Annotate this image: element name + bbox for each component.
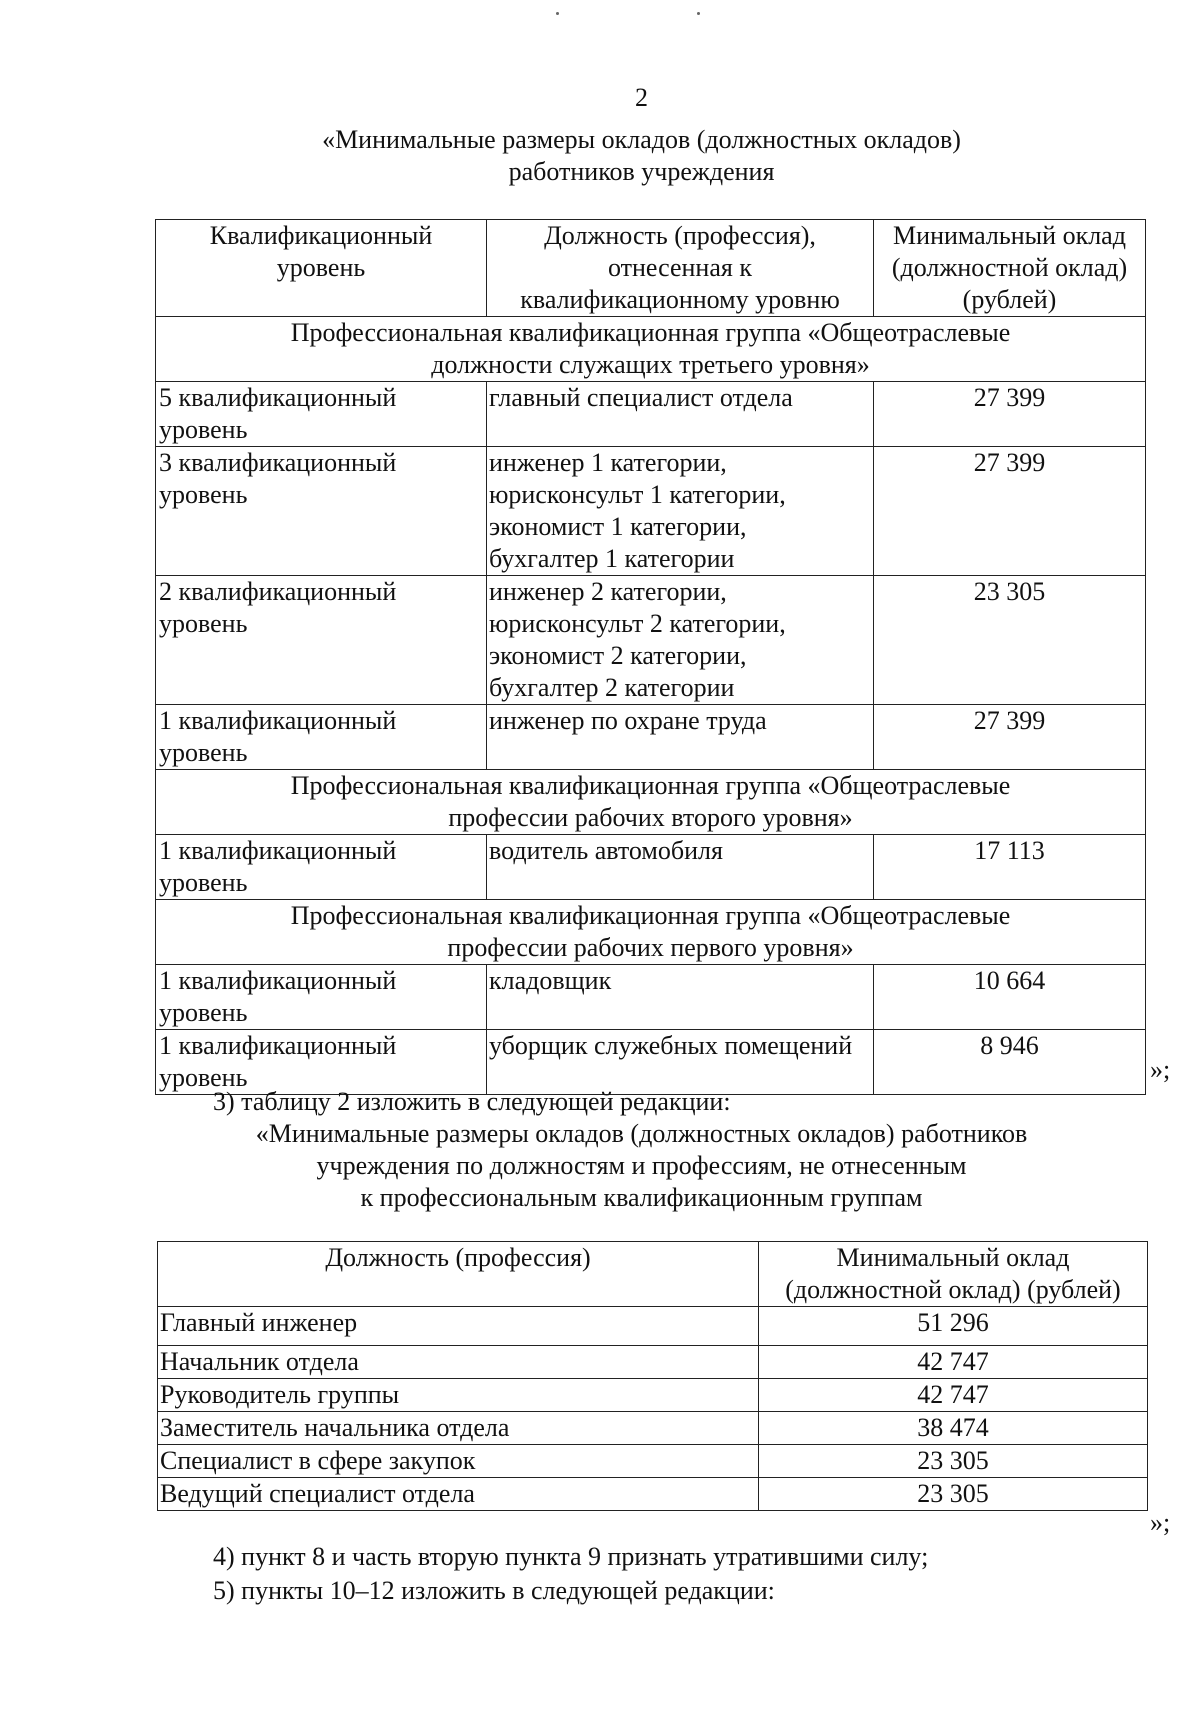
- salary-cell: 23 305: [759, 1478, 1148, 1511]
- salary-table-qualification-groups: [155, 219, 1146, 1095]
- position-cell: Ведущий специалист отдела: [158, 1478, 759, 1511]
- level-cell: 1 квалификационный уровень: [156, 705, 487, 770]
- item-5-text: 5) пункты 10–12 изложить в следующей редакции:: [213, 1576, 775, 1605]
- group-title-row: [156, 900, 1146, 965]
- position-cell: главный специалист отдела: [487, 382, 874, 447]
- item-3-text: 3) таблицу 2 изложить в следующей редакции:: [213, 1087, 731, 1116]
- group-title-row: [156, 770, 1146, 835]
- table-row: [158, 1478, 1148, 1511]
- table-row: [158, 1412, 1148, 1445]
- group-title: Профессиональная квалификационная группа «Общеотраслевые должности служащих третьего уровня»: [156, 317, 1146, 382]
- column-header-salary: Минимальный оклад (должностной оклад) (рублей): [874, 220, 1146, 317]
- group-title: Профессиональная квалификационная группа «Общеотраслевые профессии рабочих первого уровня»: [156, 900, 1146, 965]
- column-header-position: Должность (профессия): [158, 1242, 759, 1307]
- position-cell: Руководитель группы: [158, 1379, 759, 1412]
- table-row: [158, 1445, 1148, 1478]
- level-cell: 2 квалификационный уровень: [156, 576, 487, 705]
- salary-cell: 42 747: [759, 1346, 1148, 1379]
- table-row: [156, 447, 1146, 576]
- level-cell: 1 квалификационный уровень: [156, 965, 487, 1030]
- table1-title: [0, 124, 1200, 188]
- position-cell: инженер 2 категории, юрисконсульт 2 категории, экономист 2 категории, бухгалтер 2 категории: [487, 576, 874, 705]
- table1-closing-quote: »;: [1150, 1055, 1171, 1084]
- table1-title-line: работников учреждения: [508, 157, 775, 186]
- table-row: [156, 382, 1146, 447]
- column-header-position: Должность (профессия), отнесенная к квалификационному уровню: [487, 220, 874, 317]
- salary-cell: 23 305: [759, 1445, 1148, 1478]
- scan-dot: [697, 12, 700, 15]
- level-cell: 3 квалификационный уровень: [156, 447, 487, 576]
- level-cell: 1 квалификационный уровень: [156, 835, 487, 900]
- position-cell: инженер по охране труда: [487, 705, 874, 770]
- position-cell: кладовщик: [487, 965, 874, 1030]
- table2-closing-quote: »;: [1150, 1508, 1171, 1537]
- position-cell: Заместитель начальника отдела: [158, 1412, 759, 1445]
- salary-cell: 27 399: [874, 382, 1146, 447]
- salary-cell: 8 946: [874, 1030, 1146, 1095]
- salary-cell: 27 399: [874, 447, 1146, 576]
- position-cell: инженер 1 категории, юрисконсульт 1 категории, экономист 1 категории, бухгалтер 1 категории: [487, 447, 874, 576]
- table-row: [156, 965, 1146, 1030]
- salary-cell: 23 305: [874, 576, 1146, 705]
- table2-title-line: к профессиональным квалификационным группам: [360, 1183, 923, 1212]
- level-cell: 1 квалификационный уровень: [156, 1030, 487, 1095]
- position-cell: уборщик служебных помещений: [487, 1030, 874, 1095]
- table-row: [156, 705, 1146, 770]
- salary-cell: 17 113: [874, 835, 1146, 900]
- page-number: 2: [635, 83, 648, 112]
- table-row: [156, 576, 1146, 705]
- table-row: [158, 1379, 1148, 1412]
- scan-dot: [556, 12, 559, 15]
- group-title-row: [156, 317, 1146, 382]
- salary-cell: 51 296: [759, 1307, 1148, 1346]
- position-cell: Специалист в сфере закупок: [158, 1445, 759, 1478]
- table2-title: [0, 1118, 1200, 1214]
- table-header-row: [156, 220, 1146, 317]
- group-title: Профессиональная квалификационная группа «Общеотраслевые профессии рабочих второго уровня»: [156, 770, 1146, 835]
- position-cell: водитель автомобиля: [487, 835, 874, 900]
- table-row: [158, 1346, 1148, 1379]
- table1-title-line: «Минимальные размеры окладов (должностных окладов): [322, 125, 961, 154]
- table2-title-line: учреждения по должностям и профессиям, не отнесенным: [316, 1151, 967, 1180]
- table-row: [156, 835, 1146, 900]
- item-4-text: 4) пункт 8 и часть вторую пункта 9 признать утратившими силу;: [213, 1542, 929, 1571]
- column-header-level: Квалификационный уровень: [156, 220, 487, 317]
- table2-title-line: «Минимальные размеры окладов (должностных окладов) работников: [255, 1119, 1028, 1148]
- column-header-salary: Минимальный оклад (должностной оклад) (рублей): [759, 1242, 1148, 1307]
- salary-table-other-positions: [157, 1241, 1148, 1511]
- salary-cell: 27 399: [874, 705, 1146, 770]
- salary-cell: 42 747: [759, 1379, 1148, 1412]
- table-row: [158, 1307, 1148, 1346]
- table-row: [156, 1030, 1146, 1095]
- salary-cell: 10 664: [874, 965, 1146, 1030]
- position-cell: Начальник отдела: [158, 1346, 759, 1379]
- level-cell: 5 квалификационный уровень: [156, 382, 487, 447]
- position-cell: Главный инженер: [158, 1307, 759, 1346]
- salary-cell: 38 474: [759, 1412, 1148, 1445]
- table-header-row: [158, 1242, 1148, 1307]
